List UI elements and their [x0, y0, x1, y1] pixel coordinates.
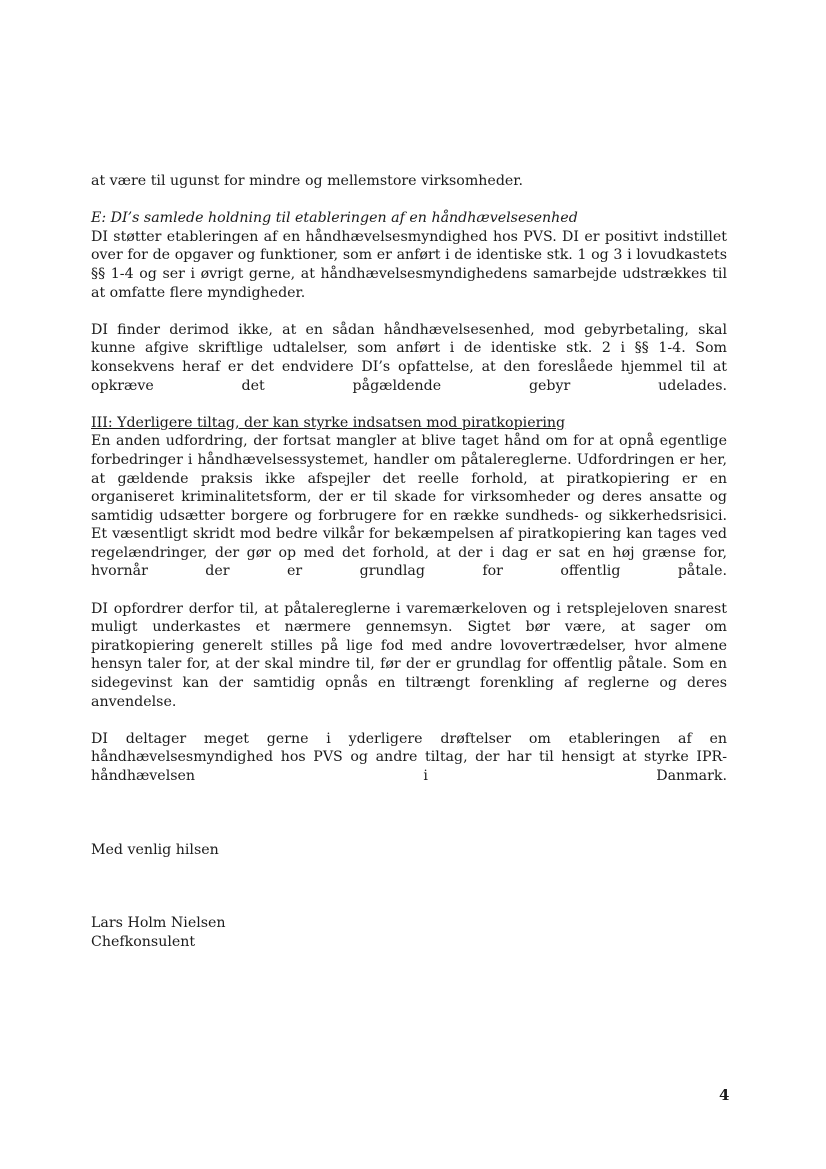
intro-line: at være til ugunst for mindre og mellemstore virksomheder. — [91, 173, 524, 189]
section-e-paragraph-1: DI støtter etableringen af en håndhævelsesmyndighed hos PVS. DI er positivt indstillet over for de opgaver og funktioner, som er anført i de identiske stk. 1 og 3 i lovudkastets §§ 1-4 og ser i øvrigt gerne, at håndhævelsesmyndighedens samarbejde udstrækkes til at omfatte flere myndigheder. — [91, 228, 727, 301]
page-number: 4 — [719, 1086, 730, 1104]
closing-salutation: Med venlig hilsen — [91, 841, 219, 858]
section-iii-heading: III: Yderligere tiltag, der kan styrke indsatsen mod piratkopiering — [91, 414, 566, 431]
letter-body — [91, 172, 727, 951]
section-iii-paragraph-3: DI deltager meget gerne i yderligere drøftelser om etableringen af en håndhævelsesmyndighed hos PVS og andre tiltag, der har til hensigt at styrke IPR-håndhævelsen i Danmark. — [91, 730, 727, 784]
section-e-heading: E: DI’s samlede holdning til etableringen af en håndhævelsesenhed — [91, 210, 578, 227]
signer-name: Lars Holm Nielsen — [91, 915, 226, 932]
section-iii-paragraph-1: En anden udfordring, der fortsat mangler at blive taget hånd om for at opnå egentlige forbedringer i håndhævelsessystemet, handler om påtalereglerne. Udfordringen er her, at gældende praksis ikke afspejler det reelle forhold, at piratkopiering er en organiseret kriminalitetsform, der er til skade for virksomheder og deres ansatte og samtidig udsætter borgere og forbrugere for en række sundheds- og sikkerhedsrisici. Et væsentligt skridt mod bedre vilkår for bekæmpelsen af piratkopiering kan tages ved regelændringer, der gør op med det forhold, at der i dag er sat en høj grænse for, hvornår der er grundlag for offentlig påtale. — [91, 433, 727, 580]
signer-title: Chefkonsulent — [91, 933, 196, 950]
section-e-paragraph-2: DI finder derimod ikke, at en sådan håndhævelsesenhed, mod gebyrbetaling, skal kunne afgive skriftlige udtalelser, som anført i de identiske stk. 2 i §§ 1-4. Som konsekvens heraf er det endvidere DI’s opfattelse, at den foreslåede hjemmel til at opkræve det pågældende gebyr udelades. — [91, 321, 727, 394]
section-iii-paragraph-2: DI opfordrer derfor til, at påtalereglerne i varemærkeloven og i retsplejeloven snarest muligt underkastes et nærmere gennemsyn. Sigtet bør være, at sager om piratkopiering generelt stilles på lige fod med andre lovovertrædelser, hvor almene hensyn taler for, at der skal mindre til, før der er grundlag for offentlig påtale. Som en sidegevinst kan der samtidig opnås en tiltrængt forenkling af reglerne og deres anvendelse. — [91, 600, 727, 710]
